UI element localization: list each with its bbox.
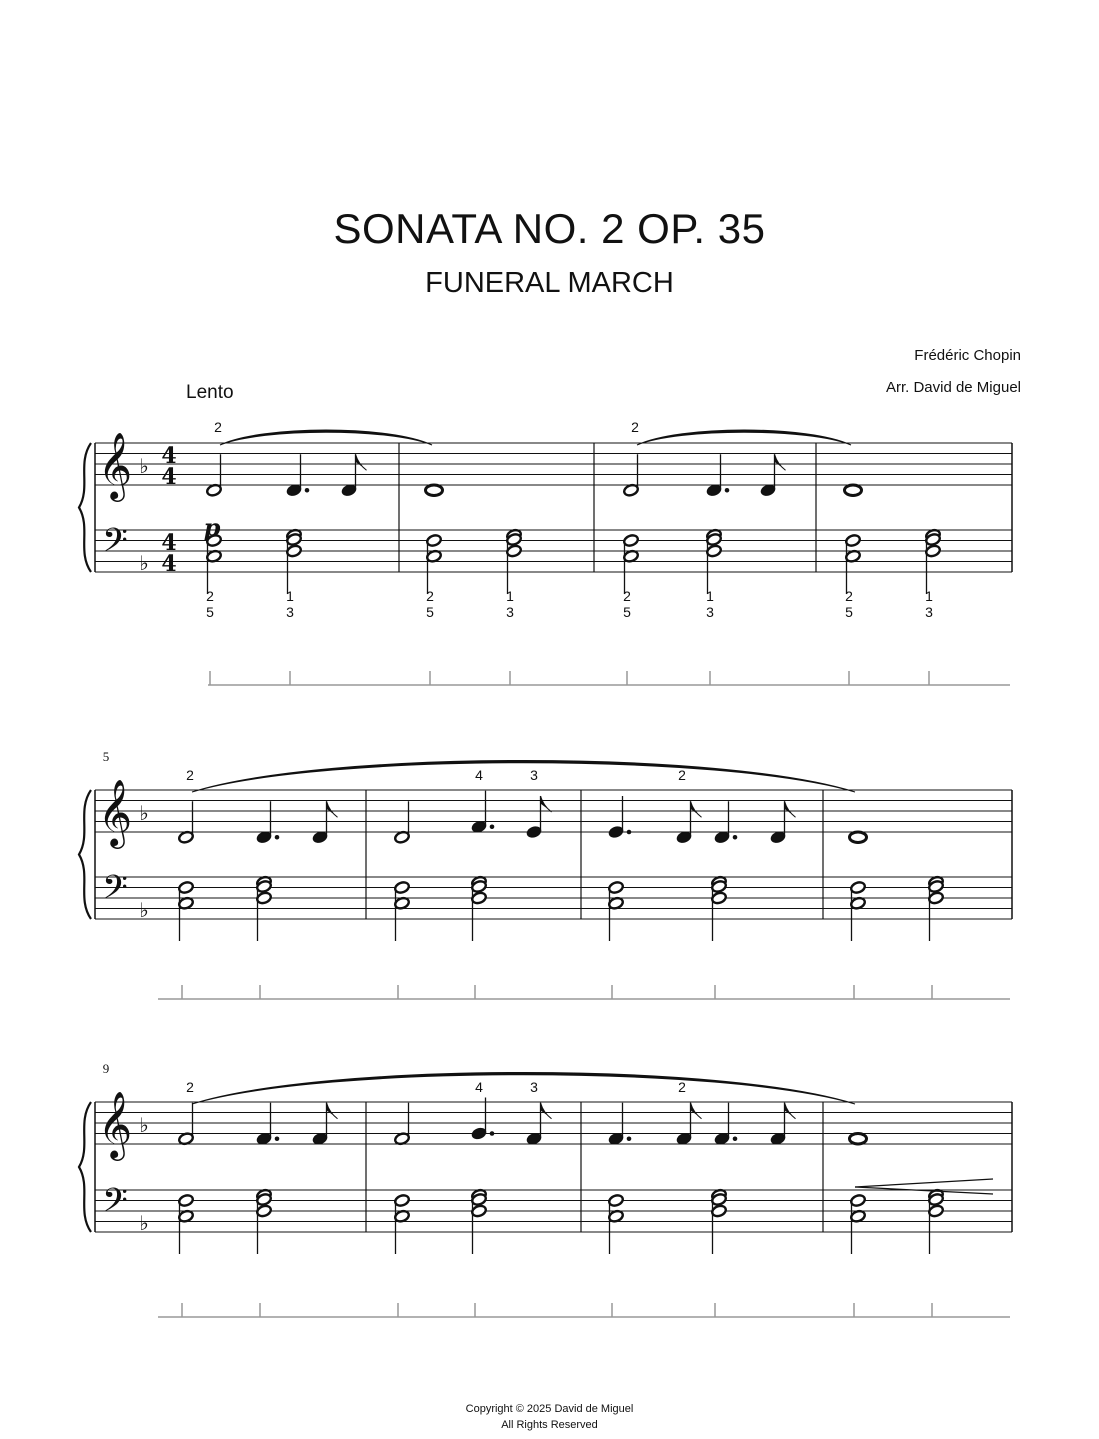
eighth-flag <box>541 796 552 812</box>
bass-fingering: 2 <box>426 588 434 604</box>
bass-chord-note-upper <box>845 534 861 548</box>
augmentation-dot <box>627 1136 632 1141</box>
bass-fingering: 1 <box>706 588 714 604</box>
treble-fingering: 2 <box>186 767 194 783</box>
flat-key-signature-icon: ♭ <box>139 454 149 478</box>
phrase-slur <box>192 761 855 793</box>
time-signature-denominator: 4 <box>161 464 177 490</box>
page-subtitle: FUNERAL MARCH <box>425 267 674 299</box>
bass-fingering: 2 <box>623 588 631 604</box>
bass-clef-icon: 𝄢 <box>102 869 128 915</box>
whole-note <box>850 1134 867 1144</box>
bass-chord-note-lower <box>711 891 727 905</box>
bass-clef-icon: 𝄢 <box>102 522 128 568</box>
flat-key-signature-icon: ♭ <box>139 1113 149 1137</box>
treble-fingering: 3 <box>530 1079 538 1095</box>
whole-note <box>426 485 443 495</box>
eighth-flag <box>356 454 367 470</box>
bass-chord-note-upper <box>850 1194 866 1208</box>
treble-fingering: 2 <box>678 767 686 783</box>
eighth-flag <box>327 1103 338 1119</box>
bass-chord-note-lower <box>706 544 722 558</box>
staff-brace <box>79 1102 91 1232</box>
copyright-notice: Copyright © 2025 David de Miguel <box>465 1403 634 1415</box>
bass-chord-note-upper <box>623 534 639 548</box>
eighth-flag <box>327 801 338 817</box>
augmentation-dot <box>275 835 280 840</box>
eighth-flag <box>541 1103 552 1119</box>
bass-chord-note-upper <box>608 881 624 895</box>
time-signature-numerator: 4 <box>161 530 177 556</box>
bass-fingering: 3 <box>286 604 294 620</box>
bass-clef-icon: 𝄢 <box>102 1182 128 1228</box>
bass-fingering: 2 <box>845 588 853 604</box>
augmentation-dot <box>305 488 310 493</box>
eighth-flag <box>775 454 786 470</box>
bass-chord-note-lower <box>286 544 302 558</box>
bass-chord-note-upper <box>178 1194 194 1208</box>
eighth-note <box>526 825 542 839</box>
rights-notice: All Rights Reserved <box>501 1419 598 1431</box>
treble-fingering: 4 <box>475 1079 483 1095</box>
bass-chord-note-upper <box>178 881 194 895</box>
flat-key-signature-icon: ♭ <box>139 1211 149 1235</box>
whole-note <box>850 832 867 842</box>
augmentation-dot <box>627 830 632 835</box>
bass-fingering: 3 <box>925 604 933 620</box>
tempo-marking: Lento <box>186 382 234 403</box>
treble-fingering: 2 <box>214 419 222 435</box>
arranger-credit: Arr. David de Miguel <box>885 379 1021 396</box>
bass-chord-note-lower <box>506 544 522 558</box>
whole-note <box>845 485 862 495</box>
augmentation-dot <box>490 1131 495 1136</box>
bass-fingering: 1 <box>925 588 933 604</box>
treble-fingering: 3 <box>530 767 538 783</box>
augmentation-dot <box>733 1136 738 1141</box>
measure-number: 5 <box>102 749 110 764</box>
bass-fingering: 5 <box>845 604 853 620</box>
augmentation-dot <box>275 1136 280 1141</box>
treble-clef-icon: 𝄞 <box>97 431 133 499</box>
treble-clef-icon: 𝄞 <box>97 1090 133 1158</box>
bass-chord-note-upper <box>426 534 442 548</box>
bass-fingering: 3 <box>506 604 514 620</box>
treble-fingering: 4 <box>475 767 483 783</box>
bass-chord-note-lower <box>471 891 487 905</box>
bass-fingering: 1 <box>286 588 294 604</box>
eighth-flag <box>691 801 702 817</box>
bass-chord-note-upper <box>394 1194 410 1208</box>
bass-chord-note-lower <box>925 544 941 558</box>
bass-chord-note-upper <box>850 881 866 895</box>
bass-chord-note-lower <box>256 891 272 905</box>
bass-fingering: 5 <box>623 604 631 620</box>
bass-chord-note-upper <box>394 881 410 895</box>
bass-fingering: 5 <box>206 604 214 620</box>
bass-chord-note-lower <box>256 1204 272 1218</box>
treble-fingering: 2 <box>631 419 639 435</box>
time-signature-denominator: 4 <box>161 551 177 577</box>
augmentation-dot <box>725 488 730 493</box>
bass-fingering: 5 <box>426 604 434 620</box>
treble-clef-icon: 𝄞 <box>97 778 133 846</box>
dynamic-marking: p <box>203 513 221 542</box>
bass-chord-note-upper <box>608 1194 624 1208</box>
page-title: SONATA NO. 2 OP. 35 <box>333 205 766 252</box>
phrase-slur <box>192 1073 855 1105</box>
treble-fingering: 2 <box>678 1079 686 1095</box>
staff-brace <box>79 443 91 572</box>
eighth-flag <box>785 1103 796 1119</box>
bass-fingering: 2 <box>206 588 214 604</box>
augmentation-dot <box>733 835 738 840</box>
decrescendo-hairpin <box>855 1179 993 1187</box>
time-signature-numerator: 4 <box>161 443 177 469</box>
flat-key-signature-icon: ♭ <box>139 551 149 575</box>
flat-key-signature-icon: ♭ <box>139 898 149 922</box>
bass-fingering: 1 <box>506 588 514 604</box>
measure-number: 9 <box>102 1061 110 1076</box>
bass-fingering: 3 <box>706 604 714 620</box>
bass-chord-note-lower <box>711 1204 727 1218</box>
eighth-flag <box>785 801 796 817</box>
eighth-flag <box>691 1103 702 1119</box>
staff-brace <box>79 790 91 919</box>
dotted-quarter-note <box>471 1127 487 1141</box>
bass-chord-note-lower <box>471 1204 487 1218</box>
flat-key-signature-icon: ♭ <box>139 801 149 825</box>
dotted-quarter-note <box>608 825 624 839</box>
bass-chord-note-lower <box>928 891 944 905</box>
augmentation-dot <box>490 824 495 829</box>
composer-credit: Frédéric Chopin <box>914 347 1021 364</box>
treble-fingering: 2 <box>186 1079 194 1095</box>
bass-chord-note-lower <box>928 1204 944 1218</box>
